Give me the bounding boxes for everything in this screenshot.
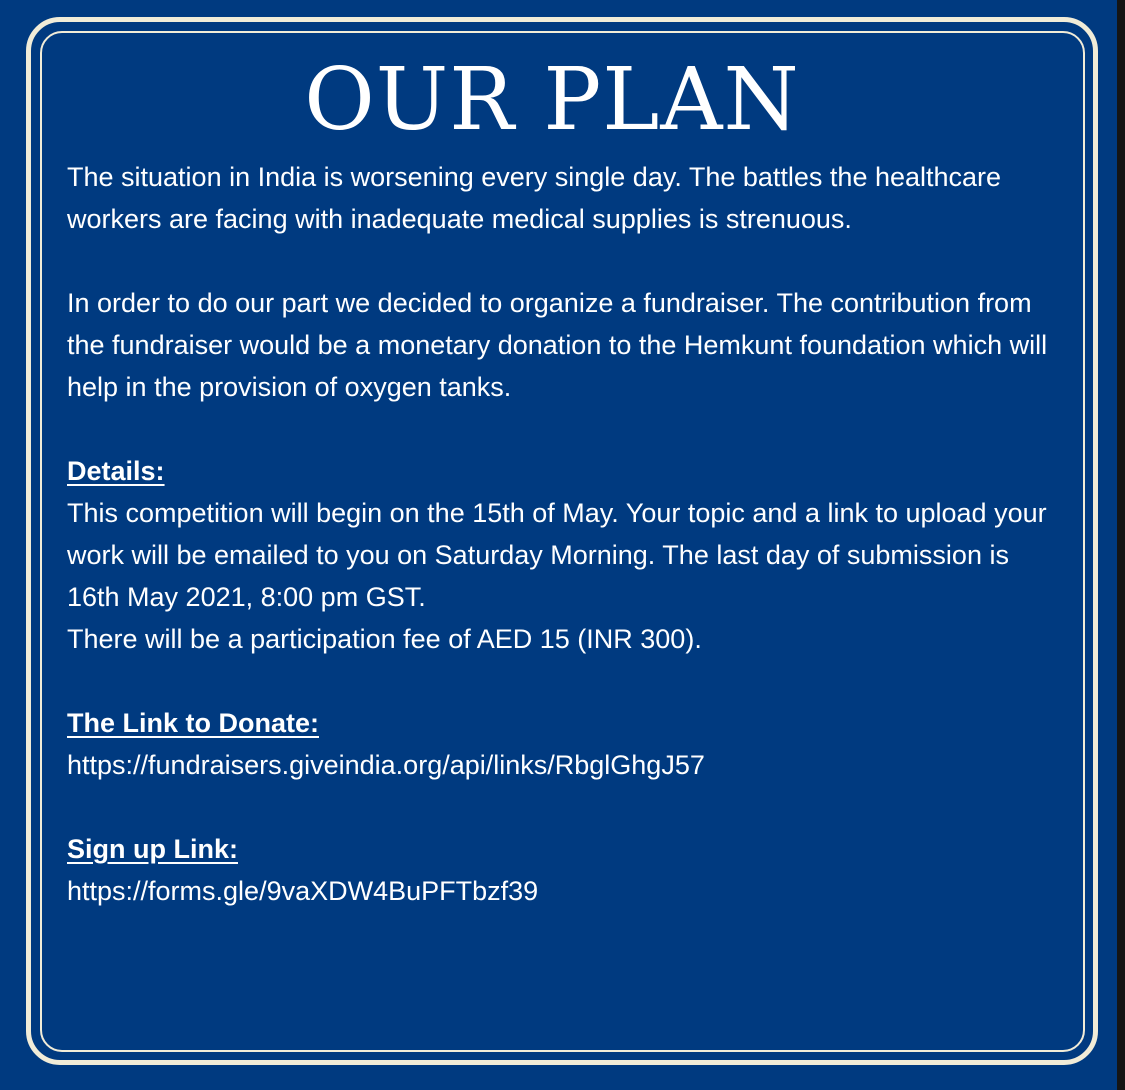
- window-edge: [1117, 0, 1125, 1090]
- intro-paragraph-1: The situation in India is worsening every single day. The battles the healthcare workers are facing with inadequate medical supplies is strenuous.: [67, 162, 1002, 234]
- details-text: This competition will begin on the 15th of May. Your topic and a link to upload your work will be emailed to you on Saturday Morning. The last day of submission is 16th May 2021, 8:00 pm GST.: [67, 498, 1047, 612]
- participation-fee-text: There will be a participation fee of AED 15 (INR 300).: [67, 624, 702, 654]
- page-title: OUR PLAN: [304, 50, 800, 150]
- intro-paragraph-2: In order to do our part we decided to organize a fundraiser. The contribution from the fundraiser would be a monetary donation to the Hemkunt foundation which will help in the provision of oxygen tanks.: [67, 288, 1048, 402]
- spacer: [67, 408, 1057, 450]
- spacer: [67, 786, 1057, 828]
- spacer: [67, 660, 1057, 702]
- details-heading: Details:: [67, 456, 165, 486]
- signup-heading: Sign up Link:: [67, 834, 238, 864]
- poster-body: [67, 156, 1057, 912]
- signup-link[interactable]: https://forms.gle/9vaXDW4BuPFTbzf39: [67, 876, 539, 906]
- spacer: [67, 240, 1057, 282]
- donate-link[interactable]: https://fundraisers.giveindia.org/api/links/RbglGhgJ57: [67, 750, 705, 780]
- donate-heading: The Link to Donate:: [67, 708, 319, 738]
